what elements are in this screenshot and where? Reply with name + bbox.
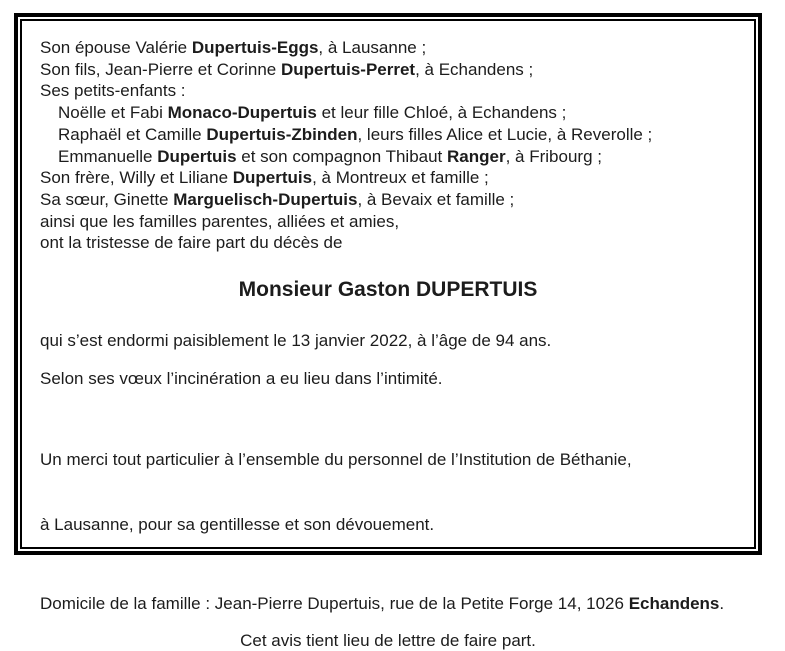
closing-paragraph: Cet avis tient lieu de lettre de faire part. [240, 630, 536, 650]
name-bold: Dupertuis [157, 146, 237, 166]
domicile-paragraph [40, 593, 736, 615]
family-line-grandchild-2 [40, 124, 736, 146]
family-line-sister [40, 189, 736, 211]
name-bold: Dupertuis-Eggs [191, 38, 319, 57]
name-bold: Dupertuis [232, 168, 313, 188]
text-segment: , leurs filles Alice et Lucie, à Reverolle ; [357, 124, 653, 144]
text-segment: Domicile de la famille : Jean-Pierre Dupertuis, rue de la Petite Forge 14, 1026 [40, 594, 629, 614]
text-segment: Raphaël et Camille [58, 124, 207, 144]
place-bold: Echandens [628, 594, 720, 614]
family-line-son [40, 59, 736, 81]
family-line-spouse [40, 37, 736, 59]
thanks-paragraph [40, 405, 736, 579]
notice-content [22, 21, 754, 651]
text-segment: Son épouse Valérie [40, 38, 192, 57]
name-bold: Dupertuis-Perret [280, 59, 416, 79]
outer-border-frame [14, 13, 762, 650]
name-bold: Dupertuis-Zbinden [206, 124, 358, 144]
text-segment: Emmanuelle [58, 146, 158, 166]
family-line-relatives [40, 211, 736, 233]
text-segment: ainsi que les familles parentes, alliées et amies, [40, 211, 400, 231]
cremation-paragraph: Selon ses vœux l’incinération a eu lieu dans l’intimité. [40, 368, 443, 388]
text-segment: et leur fille Chloé, à Echandens ; [316, 103, 567, 123]
name-bold: Monaco-Dupertuis [167, 103, 317, 123]
text-segment: , à Montreux et famille ; [312, 168, 489, 188]
text-segment: , à Fribourg ; [505, 146, 602, 166]
name-bold: Marguelisch-Dupertuis [173, 189, 358, 209]
deceased-name-title: Monsieur Gaston DUPERTUIS [238, 278, 538, 302]
text-segment: Sa sœur, Ginette [40, 189, 174, 209]
text-segment: . [719, 594, 725, 614]
death-details-paragraph: qui s’est endormi paisiblement le 13 janvier 2022, à l’âge de 94 ans. [40, 331, 552, 351]
family-line-grandchild-3 [40, 146, 736, 168]
text-segment: Noëlle et Fabi [58, 103, 168, 123]
name-bold: Ranger [447, 146, 506, 166]
text-segment: et son compagnon Thibaut [236, 146, 448, 166]
text-segment: , à Lausanne ; [318, 38, 427, 57]
family-line-grandchildren-header [40, 80, 736, 102]
thanks-line-1: Un merci tout particulier à l’ensemble du personnel de l’Institution de Béthanie, [40, 449, 632, 469]
text-segment: Son frère, Willy et Liliane [40, 168, 233, 188]
text-segment: , à Echandens ; [415, 59, 534, 79]
family-line-grandchild-1 [40, 102, 736, 124]
text-segment: ont la tristesse de faire part du décès de [40, 233, 343, 253]
thanks-line-2: à Lausanne, pour sa gentillesse et son dévouement. [40, 514, 435, 534]
text-segment: Son fils, Jean-Pierre et Corinne [40, 59, 281, 79]
family-line-brother [40, 167, 736, 189]
text-segment: , à Bevaix et famille ; [357, 189, 515, 209]
family-line-announcement [40, 232, 736, 254]
text-segment: Ses petits-enfants : [40, 81, 186, 101]
inner-border-frame [20, 19, 756, 650]
